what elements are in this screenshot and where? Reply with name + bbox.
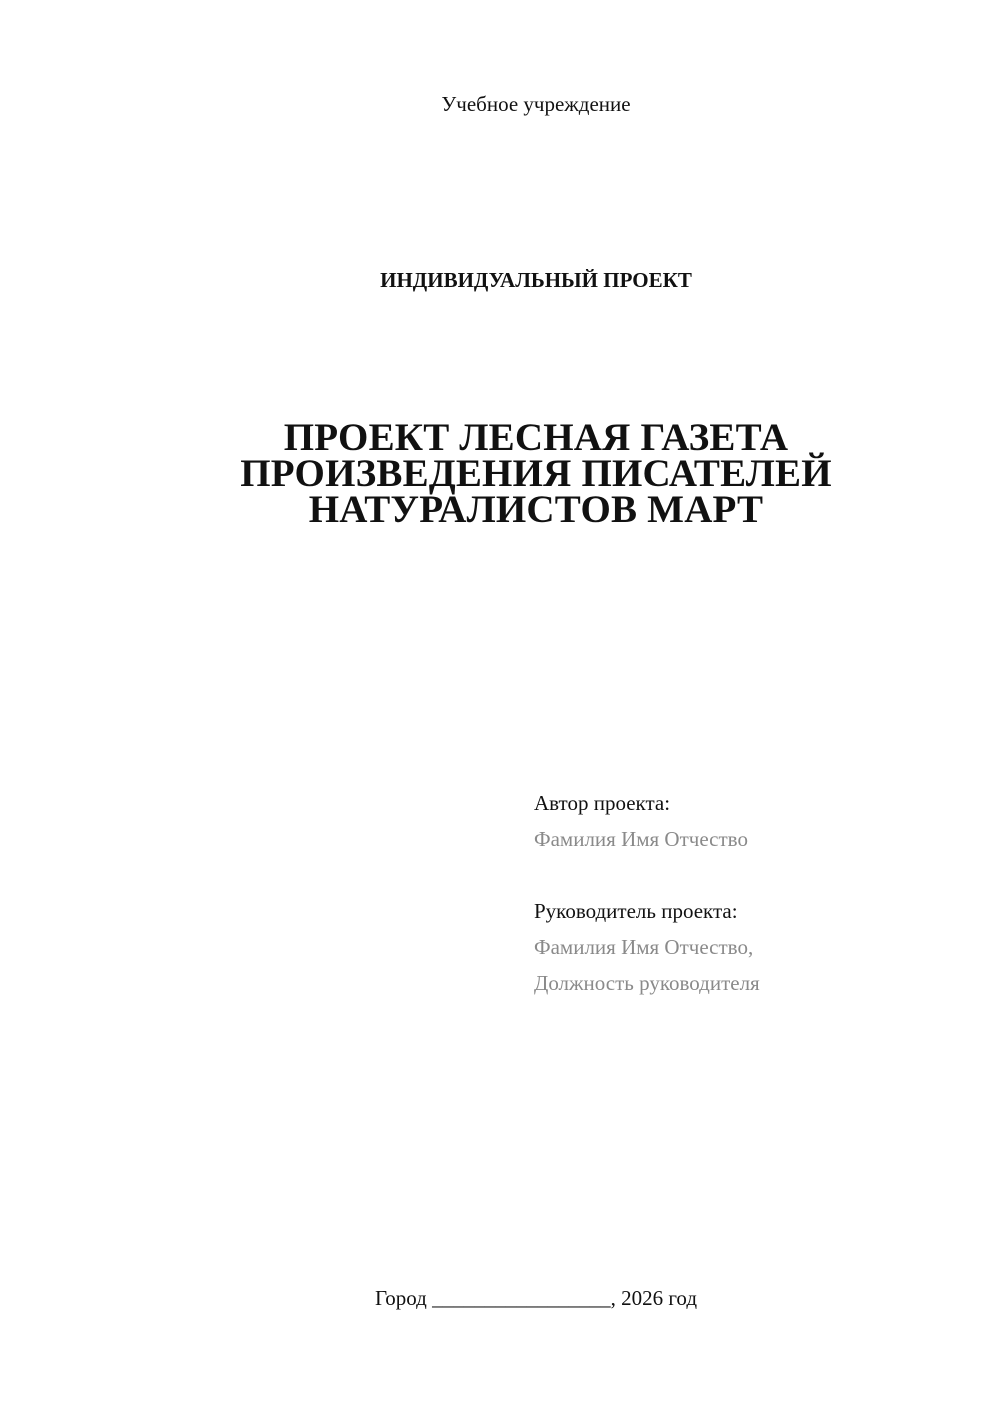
supervisor-position-placeholder: Должность руководителя (534, 971, 760, 995)
project-title (200, 416, 872, 531)
supervisor-name-placeholder: Фамилия Имя Отчество, (534, 935, 754, 959)
project-title-line: ПРОИЗВЕДЕНИЯ ПИСАТЕЛЕЙ (240, 452, 832, 495)
document-type: ИНДИВИДУАЛЬНЫЙ ПРОЕКТ (380, 268, 692, 292)
project-title-line: НАТУРАЛИСТОВ МАРТ (308, 488, 764, 531)
supervisor-block (534, 893, 760, 1001)
author-name-placeholder: Фамилия Имя Отчество (534, 827, 748, 851)
institution-name: Учебное учреждение (441, 92, 631, 116)
author-label: Автор проекта: (534, 791, 671, 815)
supervisor-label: Руководитель проекта: (534, 899, 738, 923)
author-block (534, 785, 748, 857)
city-year-line: Город _________________, 2026 год (374, 1286, 698, 1310)
project-title-line: ПРОЕКТ ЛЕСНАЯ ГАЗЕТА (283, 416, 789, 459)
